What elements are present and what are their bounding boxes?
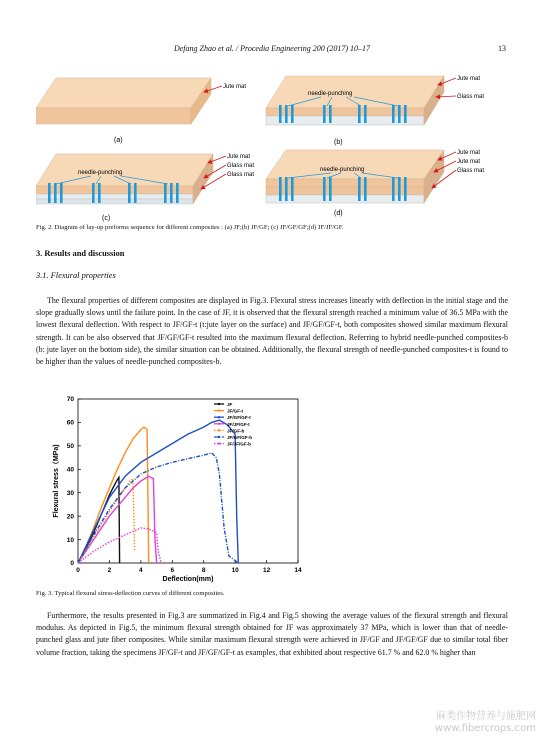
paragraph-2: Furthermore, the results presented in Fig.3 are summarized in Fig.4 and Fig.5 showing the average values of the flexural strength and flexural modulus. As depicted in Fig.5, the minimum flexural strength obtained for JF was approximately 37 MPa, which is lower than that of needle-punched glass and jute fiber composites. While similar maximum flexural strength were achieved in JF/GF and JF/GF/GF due to similar total fiber volume fraction, taking the specimens JF/GF-t and JF/GF/GF-t as examples, that exhibited about respective 61.7 % and 62.0 % higher than: [36, 611, 508, 657]
x-tick-label: 2: [107, 567, 112, 574]
legend-marker: [218, 442, 220, 444]
label-glass-c2: Glass mat: [227, 172, 255, 178]
legend-marker: [218, 416, 220, 418]
legend-marker: [218, 423, 220, 425]
x-axis-label: Deflection(mm): [162, 576, 214, 583]
legend-label: JF/JF/GF-t: [227, 421, 250, 427]
legend-label: JF: [227, 402, 233, 407]
label-glass-c1: Glass mat: [227, 163, 255, 169]
legend-marker: [218, 429, 220, 431]
subsection-heading: 3.1. Flexural properties: [36, 271, 116, 280]
label-needle-d: needle-punching: [320, 167, 365, 173]
label-jute-d2: Jute mat: [457, 159, 481, 165]
label-needle-b: needle-punching: [308, 91, 353, 97]
label-jute-a: Jute mat: [223, 84, 247, 90]
panel-a: [36, 78, 246, 144]
panel-c: [36, 154, 254, 222]
panel-label-d: (d): [334, 210, 343, 217]
label-jute-c: Jute mat: [227, 154, 251, 160]
label-needle-c: needle-punching: [78, 170, 123, 176]
panel-label-a: (a): [114, 137, 123, 144]
label-glass-d: Glass mat: [457, 168, 485, 174]
x-tick-label: 14: [294, 567, 302, 574]
x-tick-label: 8: [201, 567, 206, 574]
legend-marker: [218, 436, 220, 438]
x-tick-label: 12: [262, 567, 271, 574]
legend-label: JF/GF-t: [227, 408, 244, 414]
x-tick-label: 4: [139, 567, 143, 574]
figure-2-layup-diagram: [36, 64, 508, 222]
y-tick-label: 70: [66, 396, 74, 404]
y-tick-label: 10: [66, 536, 74, 544]
y-tick-label: 30: [66, 489, 74, 497]
legend-marker: [218, 409, 220, 411]
chart-plot-frame: [78, 399, 298, 563]
section-heading: 3. Results and discussion: [36, 249, 125, 258]
y-tick-label: 60: [66, 419, 74, 427]
y-axis-label: Flexural stress（MPa): [53, 444, 60, 518]
paragraph-1: The flexural properties of different composites are displayed in Fig.3. Flexural stress increases linearly with deflection in the initial stage and the slope gradually slows until the failure point. In the case of JF, it is observed that the flexural strength reached a minimum value of 36.5 MPa with the lowest flexural deflection. With respect to JF/GF-t (t:jute layer on the surface) and JF/GF/GF-t, both composites showed similar maximum flexural strength. It can be also observed that JF/GF/GF-t resulted into the maximum flexural deflection. Referring to hybrid needle-punched composites-b (b: jute layer on the bottom side), the similar situation can be obtained. Additionally, the flexural strength of needle-punched composites-t is found to be higher than the values of needle-punched composites-b.: [36, 296, 508, 367]
y-tick-label: 40: [66, 466, 74, 474]
watermark-line-2: www.fibercrops.com: [434, 723, 536, 734]
watermark-line-1: 麻类作物营养与施肥网: [436, 711, 536, 722]
x-tick-label: 6: [170, 567, 175, 574]
legend-label: JF/JF/GF-b: [227, 441, 251, 447]
x-tick-label: 10: [231, 567, 239, 574]
panel-label-b: (b): [334, 139, 343, 146]
label-jute-d1: Jute mat: [457, 150, 481, 156]
figure-2-caption: Fig. 2. Diagram of lay-up preforms sequence for different composites : (a) JF;(b) JF/GF; (c) JF/GF/GF;(d) JF/JF/GF.: [36, 224, 344, 231]
watermark: [435, 711, 536, 735]
legend-marker: [218, 403, 220, 405]
panel-label-c: (c): [102, 215, 111, 222]
figure-3-flexural-chart: [36, 393, 316, 585]
legend-label: JF/GF-b: [227, 428, 245, 434]
panel-b: [266, 76, 484, 146]
figure-3-caption: Fig. 3. Typical flexural stress-deflection curves of different composites.: [36, 590, 225, 597]
y-tick-label: 50: [66, 443, 74, 451]
x-tick-label: 0: [76, 567, 80, 574]
legend-label: JF/GF/GF-t: [227, 415, 251, 421]
running-header: Defang Zhao et al. / Procedia Engineering 200 (2017) 10–17: [173, 44, 371, 53]
y-tick-label: 0: [70, 560, 74, 568]
y-tick-label: 20: [66, 513, 74, 521]
panel-d: [266, 150, 484, 217]
label-jute-b: Jute mat: [457, 76, 481, 82]
series-line-2: [78, 420, 238, 563]
page-number: 13: [498, 44, 506, 53]
legend-label: JF/GF/GF-b: [227, 435, 253, 440]
label-glass-b: Glass mat: [457, 94, 485, 100]
series-line-3: [78, 476, 157, 563]
